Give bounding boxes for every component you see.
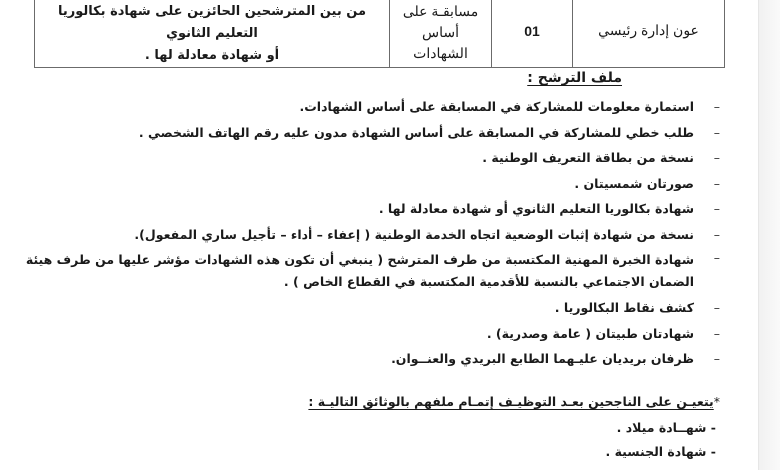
list-item: - شهــادة ميلاد . xyxy=(616,420,716,435)
list-item xyxy=(0,247,720,295)
page-edge-shadow xyxy=(758,0,780,470)
mode-line: الشهادات xyxy=(413,45,468,61)
dash-bullet-icon: – xyxy=(713,226,720,242)
recruitment-mode-cell xyxy=(389,0,491,67)
list-item xyxy=(0,321,720,347)
dash-bullet-icon: – xyxy=(713,300,720,315)
dash-bullet-icon: – xyxy=(713,325,720,341)
list-item xyxy=(0,120,720,146)
after-recruitment-title-text: يتعيـن على الناجحين بعـد التوظيـف إتمـام ملفهم بالوثائق التاليـة : xyxy=(308,394,714,409)
list-item xyxy=(0,171,720,197)
list-item: - شهادة الجنسية . xyxy=(605,444,716,459)
list-item-text: شهادة بكالوريا التعليم الثانوي أو شهادة معادلة لها . xyxy=(378,201,694,216)
list-item xyxy=(0,295,720,321)
positions-count: 01 xyxy=(524,22,540,39)
list-item xyxy=(0,222,720,248)
post-cell xyxy=(572,0,724,67)
list-item-text: استمارة معلومات للمشاركة في المسابقة على أساس الشهادات. xyxy=(299,99,694,114)
mode-line: أساس xyxy=(422,24,459,40)
list-item xyxy=(0,346,720,372)
dash-bullet-icon: – xyxy=(713,201,720,216)
positions-table xyxy=(34,0,725,68)
application-file-list xyxy=(0,94,720,372)
list-item-text: كشف نقاط البكالوريا . xyxy=(554,300,694,315)
list-item-text: شهادتان طبيتان ( عامة وصدرية) . xyxy=(486,325,694,341)
conditions-cell xyxy=(35,0,389,67)
list-item xyxy=(0,94,720,120)
application-file-title: ملف الترشح : xyxy=(527,70,622,86)
dash-bullet-icon: – xyxy=(713,150,720,165)
dash-bullet-icon: – xyxy=(713,99,720,114)
after-recruitment-title xyxy=(308,394,720,409)
conditions-line: أو شهادة معادلة لها . xyxy=(144,47,280,63)
list-item-text: نسخة من شهادة إثبات الوضعية اتجاه الخدمة الوطنية ( إعفاء – أداء – تأجيل ساري المفعول). xyxy=(134,226,694,242)
mode-line: مسابقـة على xyxy=(402,3,479,19)
list-item-text: ظرفان بريديان عليـهما الطابع البريدي والعنــوان. xyxy=(391,351,694,366)
dash-bullet-icon: – xyxy=(713,250,720,265)
asterisk-icon: * xyxy=(713,394,720,409)
dash-bullet-icon: – xyxy=(713,175,720,191)
list-item xyxy=(0,196,720,222)
dash-bullet-icon: – xyxy=(713,351,720,366)
count-cell xyxy=(491,0,572,67)
list-item-text: نسخة من بطاقة التعريف الوطنية . xyxy=(482,150,694,165)
dash-bullet-icon: – xyxy=(713,124,720,140)
conditions-line: من بين المترشحين الحائزين على شهادة بكالوريا التعليم الثانوي xyxy=(57,3,367,41)
after-recruitment-list xyxy=(605,416,716,464)
list-item-text: شهادة الخبرة المهنية المكتسبة من طرف المترشح ( ينبغي أن تكون هذه الشهادات مؤشر عليها من طرف هيئة الضمان الاجتماعي بالنسبة للأقدمية المكتسبة في القطاع الخاص ) . xyxy=(25,252,694,289)
list-item-text: صورتان شمسيتان . xyxy=(574,175,694,191)
list-item-text: طلب خطي للمشاركة في المسابقة على أساس الشهادة مدون عليه رقم الهاتف الشخصي . xyxy=(138,124,694,140)
post-title: عون إدارة رئيسي xyxy=(598,22,699,38)
list-item xyxy=(0,145,720,171)
